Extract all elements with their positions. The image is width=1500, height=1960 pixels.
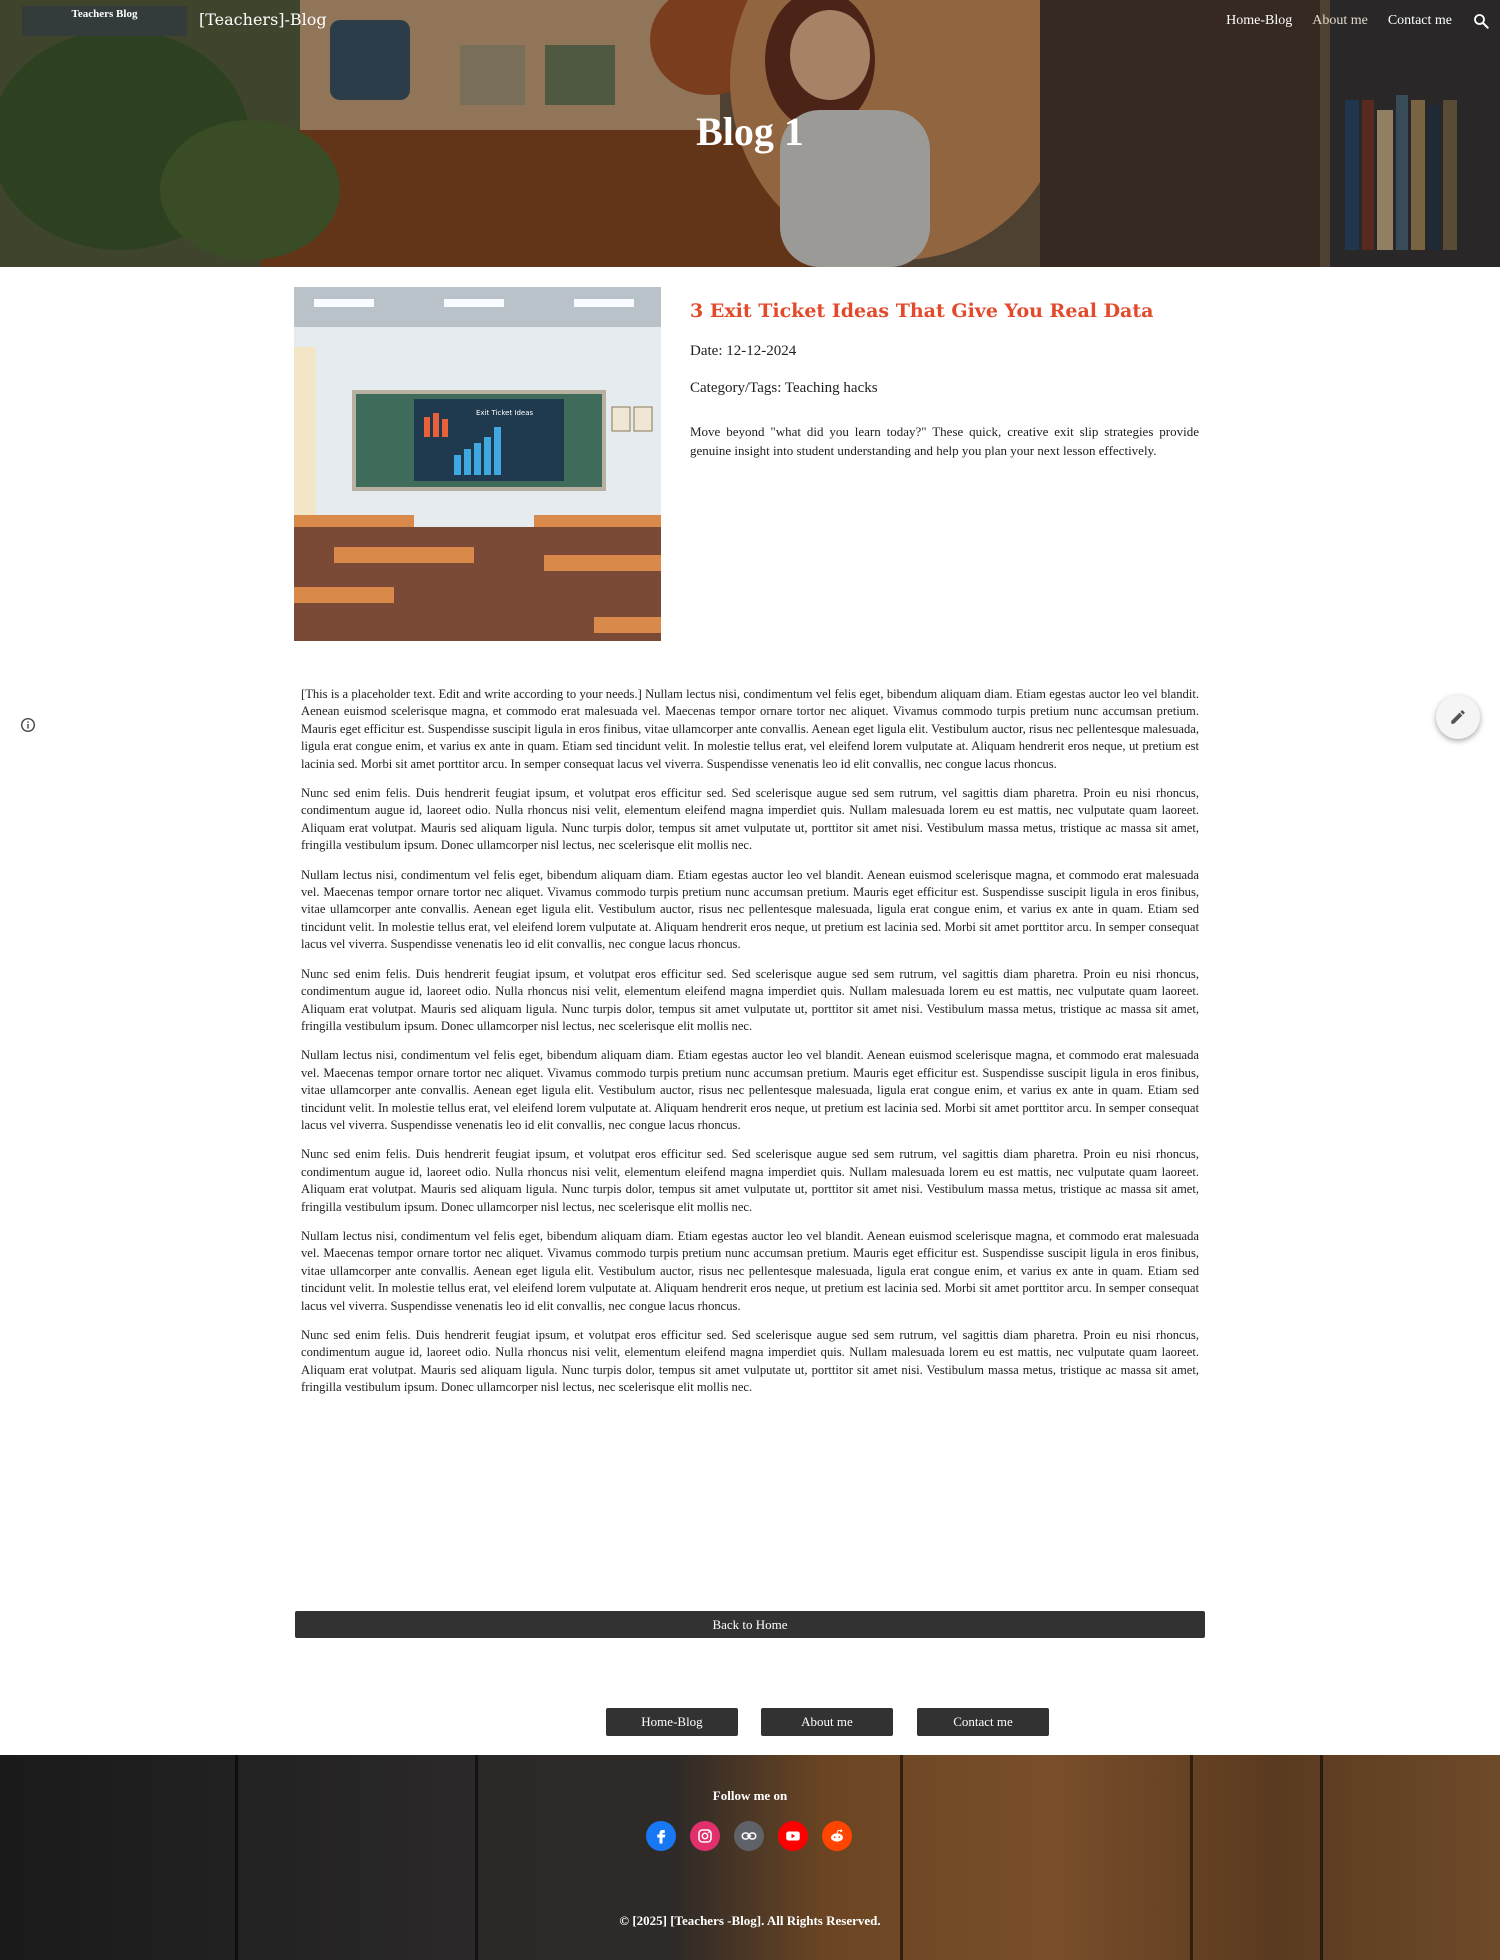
post-image: [294, 287, 661, 641]
edit-button[interactable]: [1436, 695, 1480, 739]
board-caption: Exit Ticket Ideas: [476, 409, 534, 417]
instagram-icon[interactable]: [690, 1821, 720, 1851]
wood-divider: [475, 1755, 478, 1960]
pencil-icon: [1449, 708, 1467, 726]
logo-text: Teachers Blog: [71, 8, 138, 20]
back-to-home-button[interactable]: Back to Home: [295, 1611, 1205, 1638]
wood-divider: [900, 1755, 903, 1960]
youtube-icon[interactable]: [778, 1821, 808, 1851]
facebook-icon[interactable]: [646, 1821, 676, 1851]
nav-contact-me[interactable]: Contact me: [1387, 13, 1452, 28]
wood-divider: [1190, 1755, 1193, 1960]
wood-divider: [235, 1755, 238, 1960]
body-paragraph: Nunc sed enim felis. Duis hendrerit feugiat ipsum, et volutpat eros efficitur sed. Sed scelerisque augue sed sem rutrum, vel sagittis diam pharetra. Proin eu nisi rhoncus, condimentum augue id, laoreet odio. Nulla rhoncus nisi velit, elementum eleifend magna imperdiet quis. Nullam malesuada lorem eu est mattis, nec vulputate quam laoreet. Aliquam erat volutpat. Mauris sed aliquam ligula. Nunc turpis dolor, tempus sit amet vulputate ut, porttitor sit amet nisi. Vestibulum massa metus, tristique ac massa sit amet, fringilla vestibulum ipsum. Donec ullamcorper nisl lectus, nec scelerisque elit mollis nec.: [301, 786, 1199, 853]
hero-banner: [0, 0, 1500, 267]
top-navigation: [1226, 13, 1452, 29]
body-paragraph: Nullam lectus nisi, condimentum vel felis eget, bibendum aliquam diam. Etiam egestas auctor leo vel blandit. Aenean euismod scelerisque magna, et commodo erat malesuada vel. Maecenas tempor ornare tortor nec aliquet. Vivamus commodo turpis pretium nunc accumsan pretium. Mauris eget efficitur est. Suspendisse suscipit ligula in eros finibus, vitae ullamcorper ante convallis. Aenean eget ligula elit. Vestibulum auctor, risus nec pellentesque malesuada, ligula erat congue enim, et varius ex ante in quam. Etiam sed tincidunt velit. In molestie tellus erat, vel eleifend lorem vulputate at. Aliquam hendrerit eros neque, ut pretium est lacinia sed. Morbi sit amet porttitor arcu. In semper consequat lacus vel viverra. Suspendisse venenatis leo id elit convallis, nec congue lacus rhoncus.: [301, 1048, 1199, 1132]
body-paragraph: Nunc sed enim felis. Duis hendrerit feugiat ipsum, et volutpat eros efficitur sed. Sed scelerisque augue sed sem rutrum, vel sagittis diam pharetra. Proin eu nisi rhoncus, condimentum augue id, laoreet odio. Nulla rhoncus nisi velit, elementum eleifend magna imperdiet quis. Nullam malesuada lorem eu est mattis, nec vulputate quam laoreet. Aliquam erat volutpat. Mauris sed aliquam ligula. Nunc turpis dolor, tempus sit amet vulputate ut, porttitor sit amet nisi. Vestibulum massa metus, tristique ac massa sit amet, fringilla vestibulum ipsum. Donec ullamcorper nisl lectus, nec scelerisque elit mollis nec.: [301, 1147, 1199, 1214]
bottom-nav-home-blog[interactable]: Home-Blog: [606, 1708, 738, 1736]
body-paragraph: Nullam lectus nisi, condimentum vel felis eget, bibendum aliquam diam. Etiam egestas auctor leo vel blandit. Aenean euismod scelerisque magna, et commodo erat malesuada vel. Maecenas tempor ornare tortor nec aliquet. Vivamus commodo turpis pretium nunc accumsan pretium. Mauris eget efficitur est. Suspendisse suscipit ligula in eros finibus, vitae ullamcorper ante convallis. Aenean eget ligula elit. Vestibulum auctor, risus nec pellentesque malesuada, ligula erat congue enim, et varius ex ante in quam. Etiam sed tincidunt velit. In molestie tellus erat, vel eleifend lorem vulputate at. Aliquam hendrerit eros neque, ut pretium est lacinia sed. Morbi sit amet porttitor arcu. In semper consequat lacus vel viverra. Suspendisse venenatis leo id elit convallis, nec congue lacus rhoncus.: [301, 1228, 1199, 1313]
body-paragraph: Nunc sed enim felis. Duis hendrerit feugiat ipsum, et volutpat eros efficitur sed. Sed scelerisque augue sed sem rutrum, vel sagittis diam pharetra. Proin eu nisi rhoncus, condimentum augue id, laoreet odio. Nulla rhoncus nisi velit, elementum eleifend magna imperdiet quis. Nullam malesuada lorem eu est mattis, nec vulputate quam laoreet. Aliquam erat volutpat. Mauris sed aliquam ligula. Nunc turpis dolor, tempus sit amet vulputate ut, porttitor sit amet nisi. Vestibulum massa metus, tristique ac massa sit amet, fringilla vestibulum ipsum. Donec ullamcorper nisl lectus, nec scelerisque elit mollis nec.: [301, 1328, 1199, 1395]
page-title: Blog 1: [696, 109, 804, 154]
classroom-illustration: [294, 287, 661, 641]
body-paragraph: Nunc sed enim felis. Duis hendrerit feugiat ipsum, et volutpat eros efficitur sed. Sed scelerisque augue sed sem rutrum, vel sagittis diam pharetra. Proin eu nisi rhoncus, condimentum augue id, laoreet odio. Nulla rhoncus nisi velit, elementum eleifend magna imperdiet quis. Nullam malesuada lorem eu est mattis, nec vulputate quam laoreet. Aliquam erat volutpat. Mauris sed aliquam ligula. Nunc turpis dolor, tempus sit amet vulputate ut, porttitor sit amet nisi. Vestibulum massa metus, tristique ac massa sit amet, fringilla vestibulum ipsum. Donec ullamcorper nisl lectus, nec scelerisque elit mollis nec.: [301, 966, 1199, 1033]
nav-home-blog[interactable]: Home-Blog: [1226, 13, 1293, 28]
post-date: Date: 12-12-2024: [690, 343, 797, 359]
post-body: [301, 686, 1199, 1409]
bottom-nav-contact-me[interactable]: Contact me: [917, 1708, 1049, 1736]
body-paragraph: [This is a placeholder text. Edit and write according to your needs.] Nullam lectus nisi, condimentum vel felis eget, bibendum aliquam diam. Etiam egestas auctor leo vel blandit. Aenean euismod scelerisque magna, et commodo erat malesuada vel. Maecenas tempor ornare tortor nec aliquet. Vivamus commodo turpis pretium nunc accumsan pretium. Mauris eget efficitur est. Suspendisse suscipit ligula in eros finibus, vitae ullamcorper ante convallis. Aenean eget ligula elit. Vestibulum auctor, risus nec pellentesque malesuada, ligula erat congue enim, et varius ex ante in quam. Etiam sed tincidunt velit. In molestie tellus erat, vel eleifend lorem vulputate at. Aliquam hendrerit eros neque, ut pretium est lacinia sed. Morbi sit amet porttitor arcu. In semper consequat lacus vel viverra. Suspendisse venenatis leo id elit convallis, nec congue lacus rhoncus.: [301, 687, 1199, 771]
nav-about-me[interactable]: About me: [1312, 13, 1368, 28]
wood-divider: [1320, 1755, 1323, 1960]
copyright-text: © [2025] [Teachers -Blog]. All Rights Reserved.: [619, 1913, 881, 1928]
post-title[interactable]: 3 Exit Ticket Ideas That Give You Real Data: [690, 300, 1154, 322]
post-category: Category/Tags: Teaching hacks: [690, 380, 878, 396]
post-summary: Move beyond "what did you learn today?" These quick, creative exit slip strategies provide genuine insight into student understanding and help you plan your next lesson effectively.: [690, 424, 1199, 458]
site-logo[interactable]: [22, 6, 187, 36]
follow-label: Follow me on: [712, 1788, 788, 1803]
link-icon[interactable]: [734, 1821, 764, 1851]
body-paragraph: Nullam lectus nisi, condimentum vel felis eget, bibendum aliquam diam. Etiam egestas auctor leo vel blandit. Aenean euismod scelerisque magna, et commodo erat malesuada vel. Maecenas tempor ornare tortor nec aliquet. Vivamus commodo turpis pretium nunc accumsan pretium. Mauris eget efficitur est. Suspendisse suscipit ligula in eros finibus, vitae ullamcorper ante convallis. Aenean eget ligula elit. Vestibulum auctor, risus nec pellentesque malesuada, ligula erat congue enim, et varius ex ante in quam. Etiam sed tincidunt velit. In molestie tellus erat, vel eleifend lorem vulputate at. Aliquam hendrerit eros neque, ut pretium est lacinia sed. Morbi sit amet porttitor arcu. In semper consequat lacus vel viverra. Suspendisse venenatis leo id elit convallis, nec congue lacus rhoncus.: [301, 867, 1199, 952]
footer: [0, 1755, 1500, 1960]
bottom-nav-about-me[interactable]: About me: [761, 1708, 893, 1736]
site-title[interactable]: [Teachers]-Blog: [199, 10, 327, 29]
search-icon[interactable]: [1472, 12, 1490, 30]
info-icon[interactable]: [20, 717, 36, 733]
reddit-icon[interactable]: [822, 1821, 852, 1851]
